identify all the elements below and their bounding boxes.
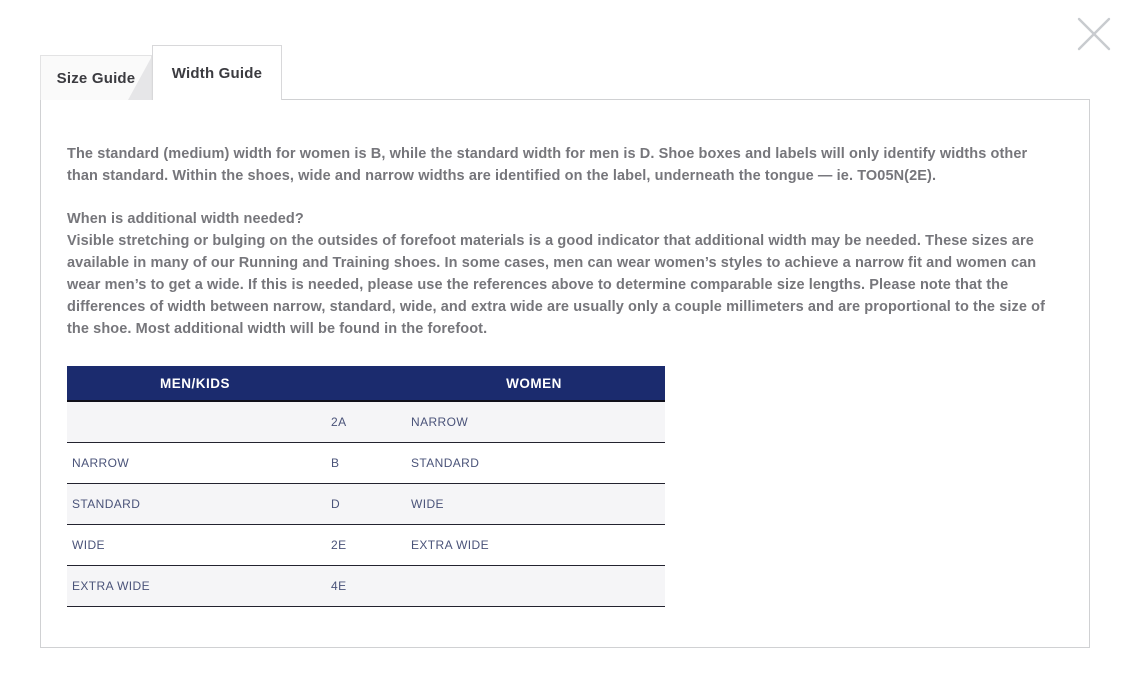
table-row <box>67 524 665 565</box>
women-width-cell <box>403 565 665 606</box>
width-code-cell: 2A <box>323 401 403 442</box>
tab-size-guide[interactable] <box>40 55 152 100</box>
width-code-cell: 2E <box>323 524 403 565</box>
men-kids-width-cell: EXTRA WIDE <box>67 565 323 606</box>
women-width-cell: WIDE <box>403 483 665 524</box>
women-width-cell: EXTRA WIDE <box>403 524 665 565</box>
width-code-cell: B <box>323 442 403 483</box>
close-icon <box>1076 16 1112 52</box>
header-women: WOMEN <box>403 366 665 401</box>
men-kids-width-cell: WIDE <box>67 524 323 565</box>
table-row <box>67 483 665 524</box>
table-row <box>67 565 665 606</box>
table-row <box>67 401 665 442</box>
tab-width-guide-label: Width Guide <box>171 64 263 82</box>
header-men-kids: MEN/KIDS <box>67 366 323 401</box>
intro-paragraph: The standard (medium) width for women is B, while the standard width for men is D. Shoe boxes and labels will only identify widths other than standard. Within the shoes, wide and narrow widths are identified on the label, underneath the tongue — ie. TO05N(2E). <box>67 146 1028 184</box>
table-row <box>67 442 665 483</box>
men-kids-width-cell <box>67 401 323 442</box>
width-conversion-table <box>67 366 665 607</box>
width-guide-panel <box>40 99 1090 648</box>
question-heading: When is additional width needed? <box>67 211 304 227</box>
men-kids-width-cell: STANDARD <box>67 483 323 524</box>
explanation-paragraph: Visible stretching or bulging on the outsides of forefoot materials is a good indicator that additional width may be needed. These sizes are available in many of our Running and Training shoes. In some cases, men can wear women’s styles to achieve a narrow fit and women can wear men’s to get a wide. If this is needed, please use the references above to determine comparable size lengths. Please note that the differences of width between narrow, standard, wide, and extra wide are usually only a couple millimeters and are proportional to the size of the shoe. Most additional width will be found in the forefoot. <box>67 233 1046 337</box>
women-width-cell: STANDARD <box>403 442 665 483</box>
tab-size-guide-label: Size Guide <box>56 69 136 87</box>
width-code-cell: D <box>323 483 403 524</box>
close-button[interactable] <box>1074 14 1114 54</box>
table-header-row <box>67 366 665 401</box>
width-code-cell: 4E <box>323 565 403 606</box>
tab-width-guide[interactable] <box>152 45 282 100</box>
header-width-code <box>323 366 403 401</box>
additional-width-section <box>67 208 1063 340</box>
men-kids-width-cell: NARROW <box>67 442 323 483</box>
women-width-cell: NARROW <box>403 401 665 442</box>
